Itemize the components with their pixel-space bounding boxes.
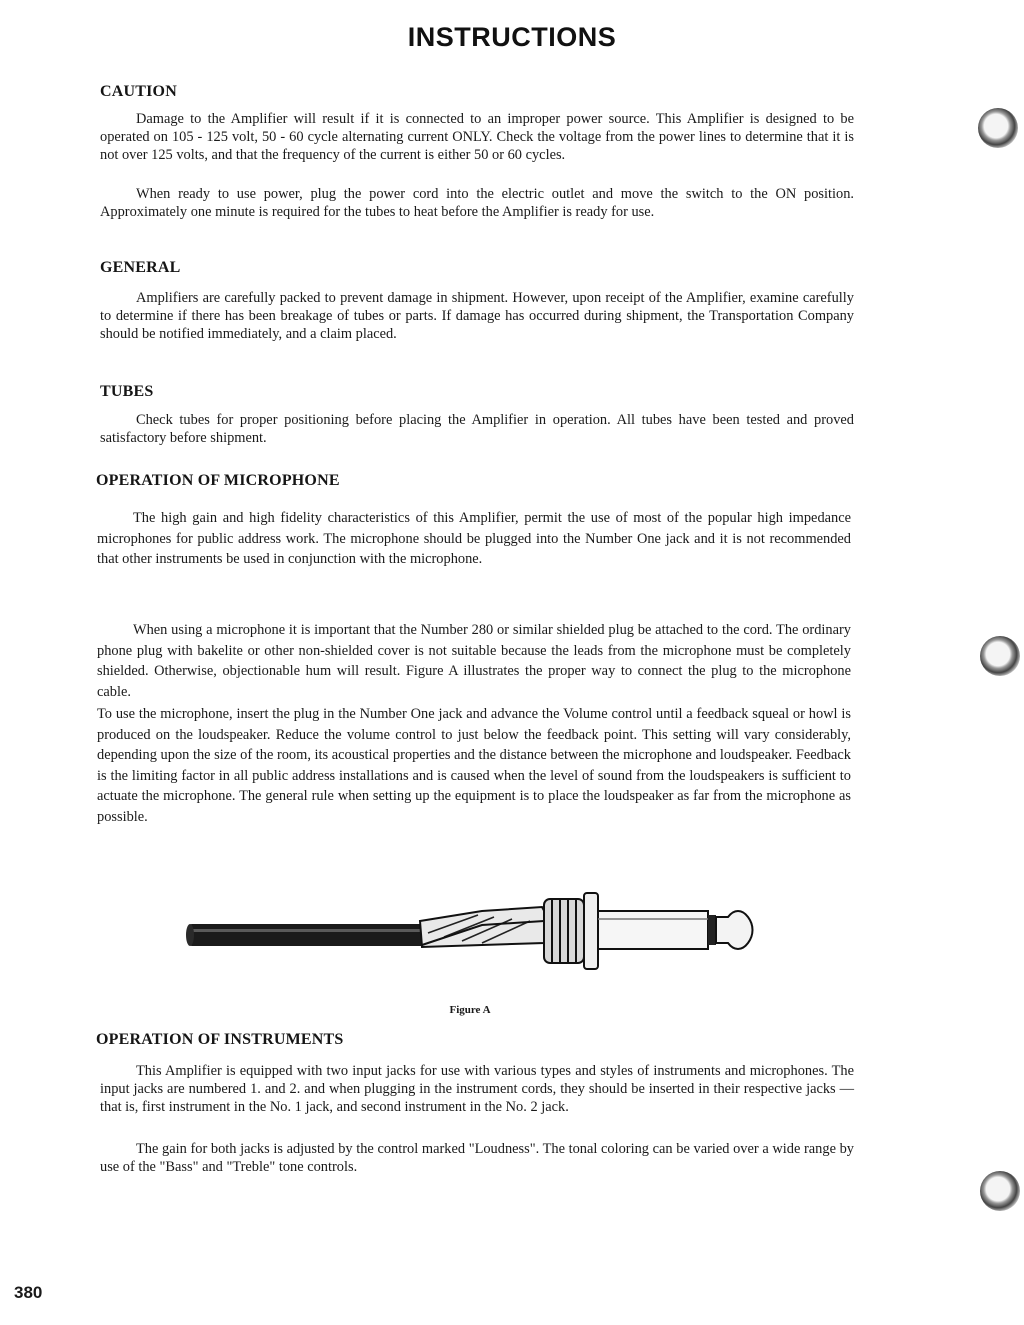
page-title: INSTRUCTIONS bbox=[407, 22, 617, 52]
general-heading: GENERAL bbox=[100, 259, 181, 276]
tubes-heading: TUBES bbox=[100, 383, 154, 400]
caution-paragraph-1: Damage to the Amplifier will result if it is connected to an improper power source. This Amplifier is designed to be operated on 105 - 125 volt, 50 - 60 cycle alternating current ONLY. Check the voltage from the power lines to determine that it is not over 125 volts, and that the frequency of the current is either 50 or 60 cycles. bbox=[100, 111, 854, 163]
caution-paragraph-2: When ready to use power, plug the power cord into the electric outlet and move the switch to the ON position. Approximately one minute is required for the tubes to heat before the Amplifier is ready for use. bbox=[100, 186, 854, 220]
shielded-plug-illustration bbox=[182, 885, 762, 975]
tubes-paragraph-1: Check tubes for proper positioning before placing the Amplifier in operation. All tubes have been tested and proved satisfactory before shipment. bbox=[100, 412, 854, 446]
microphone-paragraph-3: To use the microphone, insert the plug in the Number One jack and advance the Volume control until a feedback squeal or howl is produced on the loudspeaker. Reduce the volume control to just below the feedback point. This setting will vary considerably, depending upon the size of the room, its acoustical properties and the distance between the microphone and loudspeaker. Feedback is the limiting factor in all public address installations and is caused when the level of sound from the loudspeakers is sufficient to actuate the microphone. The general rule when setting up the equipment is to place the loudspeaker as far from the microphone as possible. bbox=[97, 706, 851, 825]
instruments-heading: OPERATION OF INSTRUMENTS bbox=[96, 1031, 344, 1048]
instruments-paragraph-2: The gain for both jacks is adjusted by the control marked "Loudness". The tonal coloring can be varied over a wide range by use of the "Bass" and "Treble" tone controls. bbox=[100, 1141, 854, 1175]
microphone-heading: OPERATION OF MICROPHONE bbox=[96, 472, 340, 489]
microphone-paragraph-1: The high gain and high fidelity characteristics of this Amplifier, permit the use of most of the popular high impedance microphones for public address work. The microphone should be plugged into the Number One jack and it is not recommended that other instruments be used in conjunction with the microphone. bbox=[97, 510, 851, 568]
caution-heading: CAUTION bbox=[100, 83, 177, 100]
instruments-paragraph-1: This Amplifier is equipped with two input jacks for use with various types and styles of instruments and microphones. The input jacks are numbered 1. and 2. and when plugging in the instrument cords, they should be inserted in their respective jacks — that is, first instrument in the No. 1 jack, and second instrument in the No. 2 jack. bbox=[100, 1063, 854, 1115]
punch-hole-top bbox=[978, 108, 1018, 148]
general-paragraph-1: Amplifiers are carefully packed to prevent damage in shipment. However, upon receipt of the Amplifier, examine carefully to determine if there has been breakage of tubes or parts. If damage has occurred during shipment, the Transportation Company should be notified immediately, and a claim placed. bbox=[100, 290, 854, 342]
microphone-paragraph-2: When using a microphone it is important that the Number 280 or similar shielded plug be attached to the cord. The ordinary phone plug with bakelite or other non-shielded cover is not suitable because the leads from the microphone must be completely shielded. Otherwise, objectionable hum will result. Figure A illustrates the proper way to connect the plug to the microphone cable. bbox=[97, 622, 851, 700]
page-number: 380 bbox=[14, 1283, 43, 1302]
figure-caption: Figure A bbox=[449, 1004, 491, 1016]
punch-hole-middle bbox=[980, 636, 1020, 676]
punch-hole-bottom bbox=[980, 1171, 1020, 1211]
